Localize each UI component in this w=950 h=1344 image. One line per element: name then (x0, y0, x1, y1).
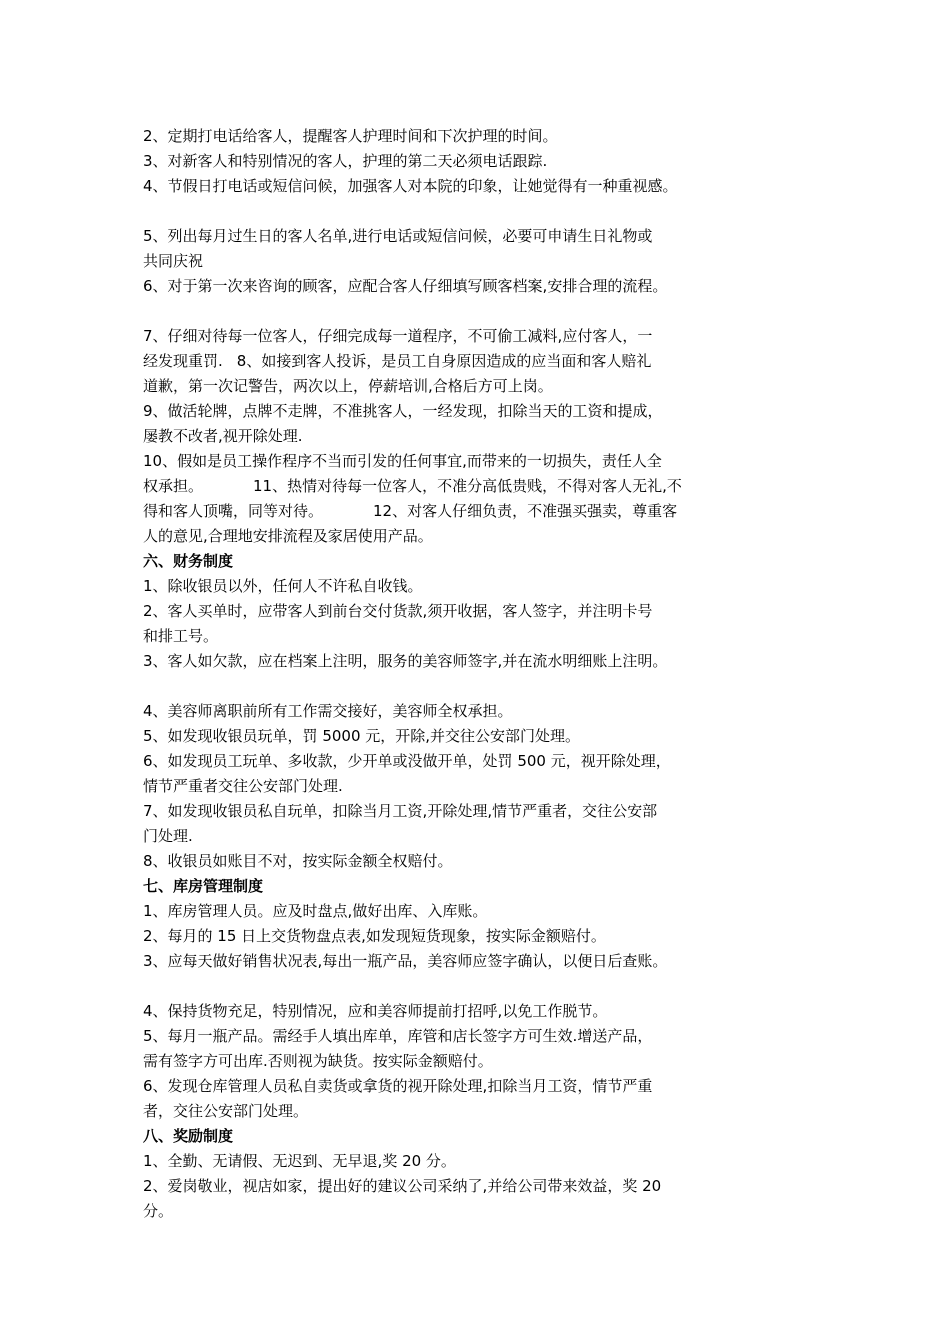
blank-line (143, 974, 823, 999)
text-line: 7、仔细对待每一位客人，仔细完成每一道程序，不可偷工减料,应付客人，一 (143, 327, 653, 345)
text-line: 4、保持货物充足，特别情况，应和美容师提前打招呼,以免工作脱节。 (143, 1002, 608, 1020)
document-body (143, 124, 823, 1224)
text-segment: 12、对客人仔细负责，不准强买强卖，尊重客 (373, 502, 678, 520)
text-line: 和排工号。 (143, 627, 219, 645)
text-line: 1、库房管理人员。应及时盘点,做好出库、入库账。 (143, 902, 488, 920)
blank-line (143, 299, 823, 324)
text-line: 5、每月一瓶产品。需经手人填出库单，库管和店长签字方可生效.增送产品， (143, 1027, 653, 1045)
text-line: 共同庆祝 (143, 252, 204, 270)
text-line: 7、如发现收银员私自玩单，扣除当月工资,开除处理,情节严重者，交往公安部 (143, 802, 658, 820)
text-segment: 经发现重罚. (143, 352, 223, 370)
text-segment: 8、如接到客人投诉，是员工自身原因造成的应当面和客人赔礼 (236, 352, 652, 370)
text-line: 6、发现仓库管理人员私自卖货或拿货的视开除处理,扣除当月工资，情节严重 (143, 1077, 653, 1095)
text-line: 3、应每天做好销售状况表,每出一瓶产品，美容师应签字确认，以便日后查账。 (143, 952, 668, 970)
text-line: 2、定期打电话给客人，提醒客人护理时间和下次护理的时间。 (143, 127, 558, 145)
section-heading-finance: 六、财务制度 (143, 552, 234, 570)
text-line: 5、如发现收银员玩单，罚 5000 元，开除,并交往公安部门处理。 (143, 727, 581, 745)
text-line: 8、收银员如账目不对，按实际金额全权赔付。 (143, 852, 453, 870)
text-line: 5、列出每月过生日的客人名单,进行电话或短信问候，必要可申请生日礼物或 (143, 227, 653, 245)
text-segment: 得和客人顶嘴，同等对待。 (143, 502, 324, 520)
text-line: 9、做活轮牌，点牌不走牌，不准挑客人，一经发现，扣除当天的工资和提成， (143, 402, 663, 420)
text-line (143, 349, 823, 374)
section-heading-rewards: 八、奖励制度 (143, 1127, 234, 1145)
text-line: 10、假如是员工操作程序不当而引发的任何事宜,而带来的一切损失，责任人全 (143, 452, 662, 470)
text-line: 2、每月的 15 日上交货物盘点表,如发现短货现象，按实际金额赔付。 (143, 927, 606, 945)
text-line: 6、如发现员工玩单、多收款，少开单或没做开单，处罚 500 元，视开除处理， (143, 752, 671, 770)
text-line: 4、节假日打电话或短信问候，加强客人对本院的印象，让她觉得有一种重视感。 (143, 177, 678, 195)
text-line: 情节严重者交往公安部门处理. (143, 777, 343, 795)
text-line: 分。 (143, 1202, 174, 1220)
text-line: 者，交往公安部门处理。 (143, 1102, 309, 1120)
text-line: 4、美容师离职前所有工作需交接好，美容师全权承担。 (143, 702, 513, 720)
text-line: 屡教不改者,视开除处理. (143, 427, 303, 445)
text-segment: 11、热情对待每一位客人，不准分高低贵贱，不得对客人无礼,不 (253, 477, 682, 495)
blank-line (143, 674, 823, 699)
text-line (143, 499, 823, 524)
text-line: 6、对于第一次来咨询的顾客，应配合客人仔细填写顾客档案,安排合理的流程。 (143, 277, 668, 295)
text-line: 人的意见,合理地安排流程及家居使用产品。 (143, 527, 433, 545)
text-line: 1、全勤、无请假、无迟到、无早退,奖 20 分。 (143, 1152, 456, 1170)
text-line: 3、客人如欠款，应在档案上注明，服务的美容师签字,并在流水明细账上注明。 (143, 652, 668, 670)
text-line: 需有签字方可出库.否则视为缺货。按实际金额赔付。 (143, 1052, 493, 1070)
text-line: 1、除收银员以外，任何人不许私自收钱。 (143, 577, 423, 595)
text-line (143, 474, 823, 499)
text-line: 2、爱岗敬业，视店如家，提出好的建议公司采纳了,并给公司带来效益，奖 20 (143, 1177, 662, 1195)
blank-line (143, 199, 823, 224)
text-segment: 权承担。 (143, 477, 204, 495)
text-line: 门处理. (143, 827, 193, 845)
text-line: 3、对新客人和特别情况的客人，护理的第二天必须电话跟踪. (143, 152, 548, 170)
text-line: 2、客人买单时，应带客人到前台交付货款,须开收据，客人签字，并注明卡号 (143, 602, 653, 620)
text-line: 道歉，第一次记警告，两次以上，停薪培训,合格后方可上岗。 (143, 377, 553, 395)
section-heading-warehouse: 七、库房管理制度 (143, 877, 264, 895)
